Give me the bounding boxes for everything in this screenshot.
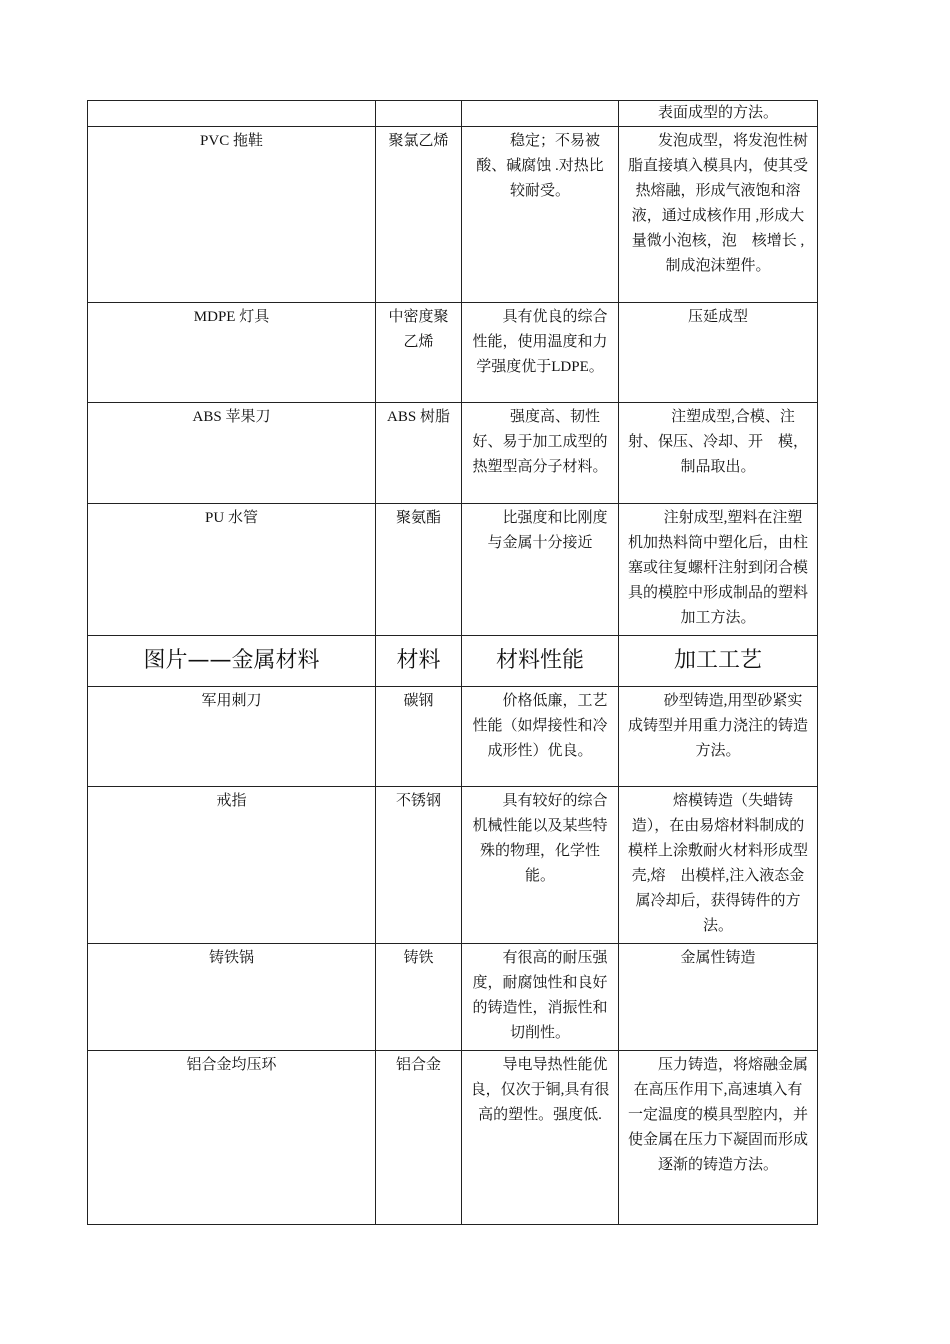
item-cell: 戒指	[88, 787, 376, 944]
material-cell: ABS 树脂	[376, 403, 462, 504]
material-cell: 聚氯乙烯	[376, 127, 462, 303]
process-cell: 熔模铸造（失蜡铸造），在由易熔材料制成的模样上涂敷耐火材料形成型壳,熔 出模样,注入液态金属冷却后，获得铸件的方法。	[619, 787, 818, 944]
header-property: 材料性能	[462, 636, 619, 687]
header-material: 材料	[376, 636, 462, 687]
item-cell: PU 水管	[88, 504, 376, 636]
item-cell: 铸铁锅	[88, 944, 376, 1051]
table-row	[88, 303, 818, 403]
table-row	[88, 787, 818, 944]
property-cell: 强度高、韧性好、易于加工成型的热塑型高分子材料。	[462, 403, 619, 504]
item-cell: ABS 苹果刀	[88, 403, 376, 504]
property-cell: 具有优良的综合性能，使用温度和力学强度优于LDPE。	[462, 303, 619, 403]
material-cell	[376, 101, 462, 127]
item-cell: PVC 拖鞋	[88, 127, 376, 303]
materials-table	[87, 100, 818, 1225]
material-cell: 不锈钢	[376, 787, 462, 944]
process-cell: 注射成型,塑料在注塑机加热料筒中塑化后，由柱塞或往复螺杆注射到闭合模具的模腔中形成制品的塑料加工方法。	[619, 504, 818, 636]
process-cell: 注塑成型,合模、注射、保压、冷却、开 模，制品取出。	[619, 403, 818, 504]
property-cell: 具有较好的综合机械性能以及某些特殊的物理，化学性能。	[462, 787, 619, 944]
process-cell: 砂型铸造,用型砂紧实成铸型并用重力浇注的铸造方法。	[619, 687, 818, 787]
material-cell: 铝合金	[376, 1051, 462, 1225]
property-cell: 有很高的耐压强度，耐腐蚀性和良好的铸造性，消振性和切削性。	[462, 944, 619, 1051]
material-cell: 聚氨酯	[376, 504, 462, 636]
table-row	[88, 504, 818, 636]
item-cell: 军用刺刀	[88, 687, 376, 787]
process-cell: 压延成型	[619, 303, 818, 403]
property-cell: 比强度和比刚度与金属十分接近	[462, 504, 619, 636]
table-row	[88, 101, 818, 127]
header-process: 加工工艺	[619, 636, 818, 687]
table-row	[88, 687, 818, 787]
header-item: 图片——金属材料	[88, 636, 376, 687]
table-row	[88, 1051, 818, 1225]
process-cell: 金属性铸造	[619, 944, 818, 1051]
process-cell: 压力铸造，将熔融金属在高压作用下,高速填入有一定温度的模具型腔内，并使金属在压力下凝固而形成逐渐的铸造方法。	[619, 1051, 818, 1225]
material-cell: 中密度聚乙烯	[376, 303, 462, 403]
item-cell: 铝合金均压环	[88, 1051, 376, 1225]
process-cell: 发泡成型，将发泡性树脂直接填入模具内，使其受热熔融，形成气液饱和溶液，通过成核作用 ,形成大量微小泡核，泡 核增长 ,制成泡沫塑件。	[619, 127, 818, 303]
process-cell: 表面成型的方法。	[619, 101, 818, 127]
property-cell: 导电导热性能优良，仅次于铜,具有很高的塑性。强度低.	[462, 1051, 619, 1225]
property-cell: 价格低廉，工艺性能（如焊接性和冷成形性）优良。	[462, 687, 619, 787]
section-header-row	[88, 636, 818, 687]
table-row	[88, 944, 818, 1051]
property-cell	[462, 101, 619, 127]
table-row	[88, 127, 818, 303]
item-cell	[88, 101, 376, 127]
table-row	[88, 403, 818, 504]
material-cell: 铸铁	[376, 944, 462, 1051]
item-cell: MDPE 灯具	[88, 303, 376, 403]
material-cell: 碳钢	[376, 687, 462, 787]
property-cell: 稳定；不易被酸、碱腐蚀 .对热比较耐受。	[462, 127, 619, 303]
